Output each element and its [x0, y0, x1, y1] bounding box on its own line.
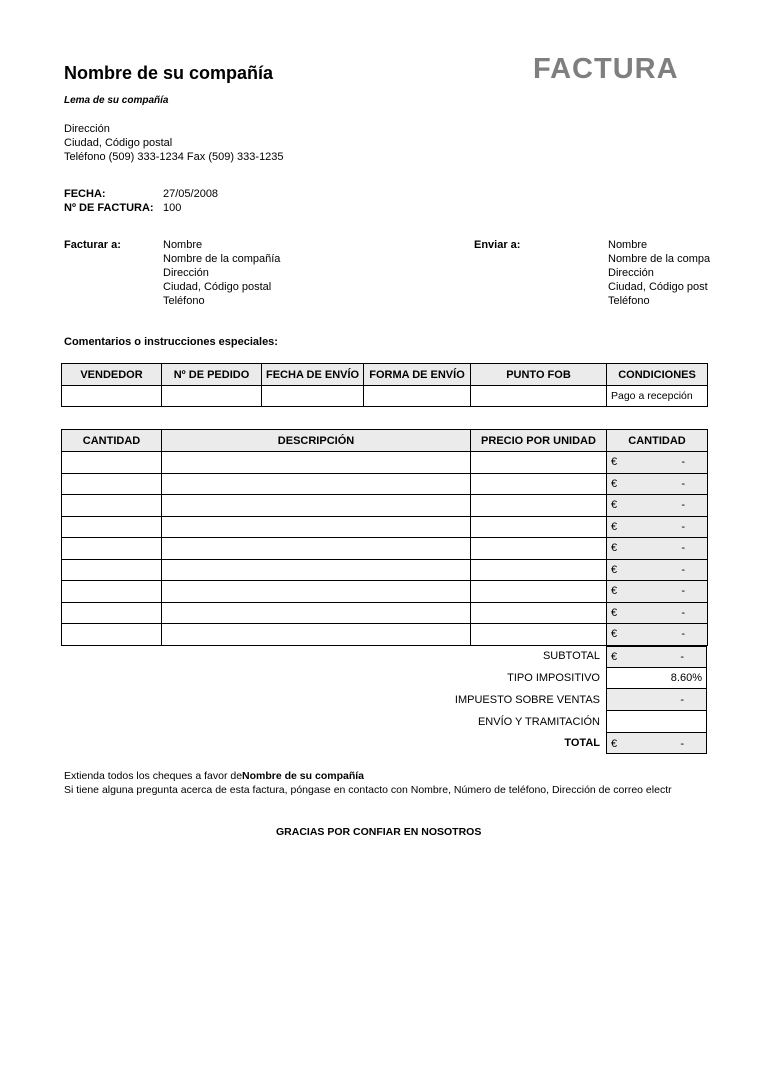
cheques-note: [64, 770, 364, 782]
quantity-cell[interactable]: [62, 473, 162, 495]
amount-value: -: [681, 542, 685, 555]
amount-cell: [607, 538, 708, 560]
sales-tax-value: -: [680, 694, 684, 706]
cheques-prefix: Extienda todos los cheques a favor de: [64, 770, 243, 782]
quantity-cell[interactable]: [62, 581, 162, 603]
date-label: FECHA:: [64, 188, 106, 200]
tax-rate-box[interactable]: [606, 667, 707, 689]
tax-rate-label: TIPO IMPOSITIVO: [507, 672, 600, 684]
table-row: [62, 624, 708, 646]
currency-symbol: €: [611, 520, 618, 533]
currency-symbol: €: [611, 606, 618, 619]
shipping-box[interactable]: [606, 710, 707, 733]
table-row: [62, 581, 708, 603]
quantity-header: CANTIDAD: [62, 430, 162, 452]
questions-note: Si tiene alguna pregunta acerca de esta factura, póngase en contacto con Nombre, Número de teléfono, Dirección de correo electr: [64, 784, 672, 796]
subtotal-value: -: [680, 651, 684, 663]
quantity-cell[interactable]: [62, 516, 162, 538]
bill-to-company: Nombre de la compañía: [163, 253, 281, 265]
order-table-row: [62, 386, 708, 407]
tax-rate-value: 8.60%: [670, 672, 702, 684]
total-value-box: [606, 732, 707, 754]
amount-value: -: [681, 563, 685, 576]
company-city: Ciudad, Código postal: [64, 137, 173, 149]
currency-symbol: €: [611, 563, 618, 576]
currency-symbol: €: [611, 628, 618, 641]
company-name: Nombre de su compañía: [64, 63, 274, 83]
total-value: -: [680, 738, 684, 750]
order-number-header: Nº DE PEDIDO: [162, 364, 262, 386]
quantity-cell[interactable]: [62, 538, 162, 560]
currency-symbol: €: [611, 651, 618, 663]
thanks-message: GRACIAS POR CONFIAR EN NOSOTROS: [276, 826, 482, 838]
amount-cell: [607, 559, 708, 581]
vendor-header: VENDEDOR: [62, 364, 162, 386]
table-row: [62, 538, 708, 560]
amount-value: -: [681, 456, 685, 469]
description-cell[interactable]: [162, 538, 471, 560]
unit-price-cell[interactable]: [471, 452, 607, 474]
ship-date-cell[interactable]: [262, 386, 364, 407]
company-slogan: Lema de su compañía: [64, 95, 169, 106]
table-row: [62, 473, 708, 495]
unit-price-cell[interactable]: [471, 473, 607, 495]
comments-label: Comentarios o instrucciones especiales:: [64, 336, 278, 348]
description-cell[interactable]: [162, 473, 471, 495]
ship-to-city: Ciudad, Código post: [608, 281, 708, 293]
unit-price-cell[interactable]: [471, 516, 607, 538]
currency-symbol: €: [611, 456, 618, 469]
currency-symbol: €: [611, 585, 618, 598]
bill-to-city: Ciudad, Código postal: [163, 281, 272, 293]
amount-cell: [607, 581, 708, 603]
amount-value: -: [681, 585, 685, 598]
fob-point-cell[interactable]: [471, 386, 607, 407]
cheques-company: Nombre de su compañía: [242, 770, 364, 782]
unit-price-cell[interactable]: [471, 495, 607, 517]
table-row: [62, 452, 708, 474]
order-table: [61, 363, 708, 407]
amount-value: -: [681, 499, 685, 512]
ship-method-header: FORMA DE ENVÍO: [364, 364, 471, 386]
quantity-cell[interactable]: [62, 559, 162, 581]
company-address: Dirección: [64, 123, 110, 135]
quantity-cell[interactable]: [62, 452, 162, 474]
bill-to-phone: Teléfono: [163, 295, 205, 307]
description-cell[interactable]: [162, 516, 471, 538]
invoice-number-value: 100: [163, 202, 182, 214]
description-cell[interactable]: [162, 624, 471, 646]
invoice-number-label: Nº DE FACTURA:: [64, 202, 154, 214]
items-table: [61, 429, 708, 646]
order-number-cell[interactable]: [162, 386, 262, 407]
total-label: TOTAL: [564, 737, 600, 749]
terms-cell[interactable]: Pago a recepción: [607, 386, 708, 407]
amount-value: -: [681, 477, 685, 490]
amount-cell: [607, 624, 708, 646]
ship-to-name: Nombre: [608, 239, 648, 251]
date-value: 27/05/2008: [163, 188, 219, 200]
description-cell[interactable]: [162, 495, 471, 517]
currency-symbol: €: [611, 738, 618, 750]
items-table-header: [62, 430, 708, 452]
amount-value: -: [681, 520, 685, 533]
amount-header: CANTIDAD: [607, 430, 708, 452]
invoice-title: FACTURA: [533, 53, 679, 85]
company-phone-fax: Teléfono (509) 333-1234 Fax (509) 333-1235: [64, 151, 284, 163]
terms-header: CONDICIONES: [607, 364, 708, 386]
table-row: [62, 559, 708, 581]
unit-price-cell[interactable]: [471, 624, 607, 646]
ship-method-cell[interactable]: [364, 386, 471, 407]
table-row: [62, 516, 708, 538]
vendor-cell[interactable]: [62, 386, 162, 407]
shipping-label: ENVÍO Y TRAMITACIÓN: [477, 716, 600, 728]
quantity-cell[interactable]: [62, 495, 162, 517]
description-header: DESCRIPCIÓN: [162, 430, 471, 452]
subtotal-value-box: [606, 646, 707, 668]
table-row: [62, 495, 708, 517]
amount-cell: [607, 452, 708, 474]
fob-point-header: PUNTO FOB: [471, 364, 607, 386]
ship-to-label: Enviar a:: [474, 239, 521, 251]
sales-tax-box: [606, 688, 707, 711]
amount-value: -: [681, 628, 685, 641]
description-cell[interactable]: [162, 559, 471, 581]
unit-price-header: PRECIO POR UNIDAD: [471, 430, 607, 452]
description-cell[interactable]: [162, 581, 471, 603]
currency-symbol: €: [611, 477, 618, 490]
ship-to-address: Dirección: [608, 267, 654, 279]
amount-value: -: [681, 606, 685, 619]
bill-to-label: Facturar a:: [64, 239, 121, 251]
currency-symbol: €: [611, 499, 618, 512]
amount-cell: [607, 602, 708, 624]
description-cell[interactable]: [162, 602, 471, 624]
unit-price-cell[interactable]: [471, 602, 607, 624]
description-cell[interactable]: [162, 452, 471, 474]
table-row: [62, 602, 708, 624]
quantity-cell[interactable]: [62, 602, 162, 624]
ship-to-phone: Teléfono: [608, 295, 650, 307]
amount-cell: [607, 495, 708, 517]
ship-date-header: FECHA DE ENVÍO: [262, 364, 364, 386]
unit-price-cell[interactable]: [471, 559, 607, 581]
order-table-header: [62, 364, 708, 386]
unit-price-cell[interactable]: [471, 581, 607, 603]
unit-price-cell[interactable]: [471, 538, 607, 560]
ship-to-company: Nombre de la compa: [608, 253, 711, 265]
amount-cell: [607, 516, 708, 538]
subtotal-label: SUBTOTAL: [542, 650, 600, 662]
sales-tax-label: IMPUESTO SOBRE VENTAS: [454, 694, 600, 706]
currency-symbol: €: [611, 542, 618, 555]
quantity-cell[interactable]: [62, 624, 162, 646]
bill-to-name: Nombre: [163, 239, 203, 251]
amount-cell: [607, 473, 708, 495]
bill-to-address: Dirección: [163, 267, 209, 279]
